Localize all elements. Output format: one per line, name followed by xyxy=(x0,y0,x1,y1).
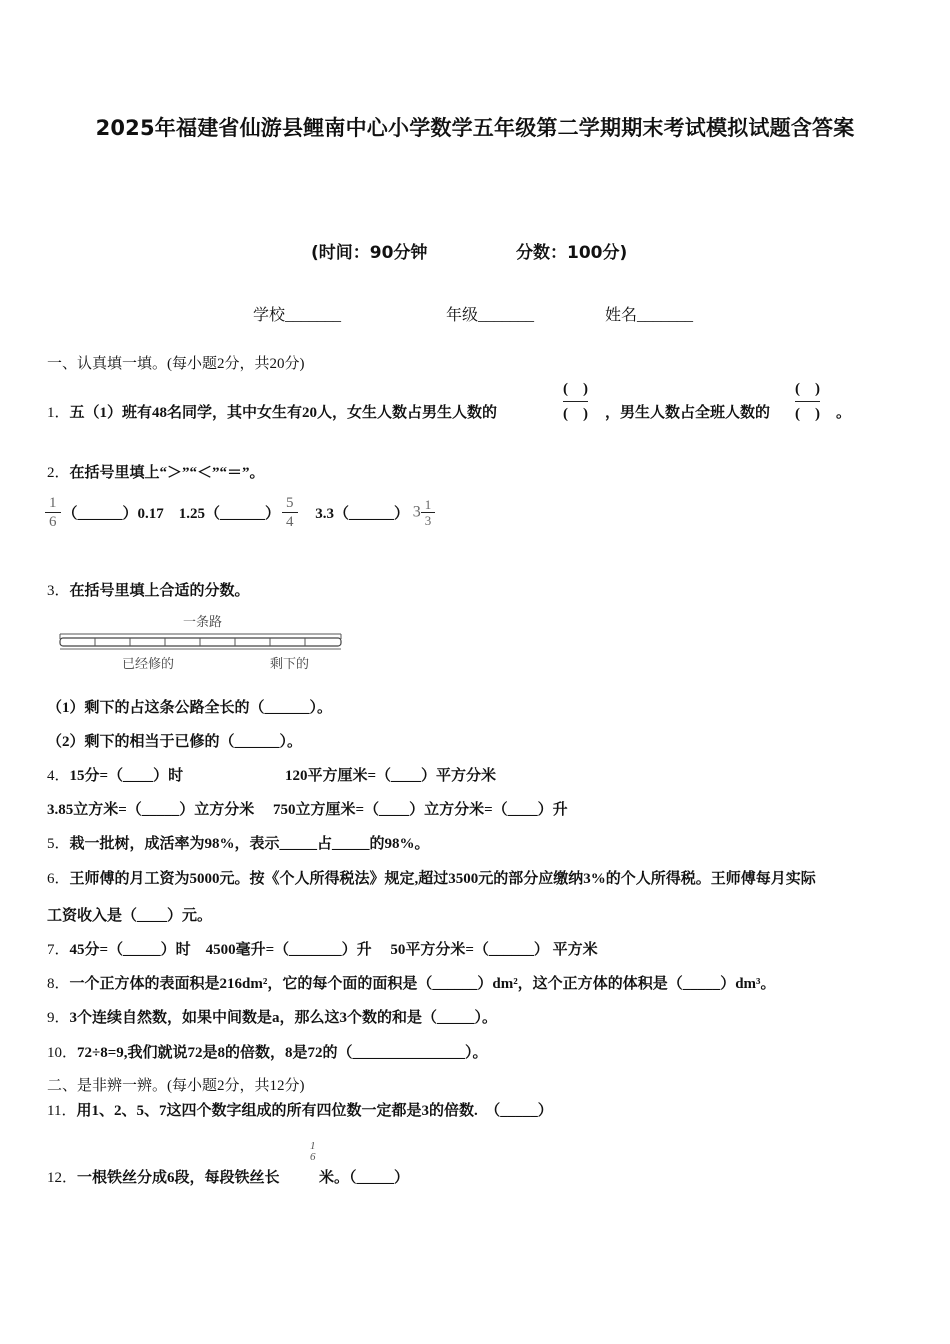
question-2 xyxy=(47,461,265,482)
fraction-denominator: ( ) xyxy=(563,401,588,423)
question-2-comparisons xyxy=(43,494,435,531)
section-1-heading: 一、认真填一填。(每小题2分，共20分) xyxy=(47,356,305,372)
question-number: 10． xyxy=(47,1045,78,1061)
section-2-heading: 二、是非辨一辨。(每小题2分，共12分) xyxy=(47,1078,305,1094)
question-1-cont: ，男生人数占全班人数的 xyxy=(605,405,771,421)
question-number: 7． xyxy=(47,942,70,958)
question-number: 9． xyxy=(47,1010,70,1026)
question-7 xyxy=(47,938,598,959)
school-field: 学校_______ xyxy=(253,307,342,324)
question-8 xyxy=(47,972,776,993)
mixed-number: 3 $\frac{1}{3}$ xyxy=(413,497,436,528)
answer-fraction-blank xyxy=(563,381,588,423)
question-text: 在括号里填上“＞”“＜”“＝”。 xyxy=(69,465,265,481)
question-4-part-2: 120平方厘米=（____）平方分米 xyxy=(285,768,497,784)
road-label: 一条路 xyxy=(183,615,223,630)
question-12 xyxy=(47,1166,280,1187)
question-3-part-2: （2）剩下的相当于已修的（______）。 xyxy=(47,734,303,750)
comparison-text: （______）0.17 1.25（______） xyxy=(62,506,281,522)
comparison-text: 3.3（______） xyxy=(315,506,410,522)
question-text: 45分=（_____）时 4500毫升=（_______）升 50平方分米=（______） 平方米 xyxy=(69,942,598,958)
name-field: 姓名_______ xyxy=(605,307,694,324)
question-text: 一个正方体的表面积是216dm²，它的每个面的面积是（______）dm²，这个正方体的体积是（_____）dm³。 xyxy=(69,976,776,992)
question-3-part-1: （1）剩下的占这条公路全长的（______）。 xyxy=(47,700,333,716)
question-11 xyxy=(47,1099,553,1120)
road-ticks xyxy=(95,638,305,646)
question-1 xyxy=(47,401,497,422)
question-number: 2． xyxy=(47,465,70,481)
remaining-label: 剩下的 xyxy=(270,657,310,672)
exam-time: (时间：90分钟 xyxy=(311,243,428,263)
question-text: 王师傅的月工资为5000元。按《个人所得税法》规定,超过3500元的部分应缴纳3%的个人所得税。王师傅每月实际 xyxy=(69,871,816,887)
question-1-end: 。 xyxy=(836,405,852,421)
fraction-denominator: ( ) xyxy=(795,401,820,423)
question-text: 用1、2、5、7这四个数字组成的所有四位数一定都是3的倍数. （_____） xyxy=(76,1103,553,1119)
fraction-one-sixth-small: 1 6 xyxy=(310,1140,316,1163)
question-text: 72÷8=9,我们就说72是8的倍数，8是72的（_______________）。 xyxy=(77,1045,488,1061)
answer-fraction-blank xyxy=(795,381,820,423)
question-text: 栽一批树，成活率为98%，表示_____占_____的98%。 xyxy=(69,836,430,852)
question-number: 5． xyxy=(47,836,70,852)
question-number: 3． xyxy=(47,583,70,599)
fraction-numerator: ( ) xyxy=(795,381,820,397)
question-9 xyxy=(47,1006,497,1027)
question-12-cont: 米。（_____） xyxy=(319,1170,410,1186)
fraction-numerator: ( ) xyxy=(563,381,588,397)
question-text: 15分=（____）时 xyxy=(69,768,184,784)
road-diagram xyxy=(55,608,347,681)
question-4 xyxy=(47,764,183,785)
page-title: 2025年福建省仙游县鲤南中心小学数学五年级第二学期期末考试模拟试题含答案 xyxy=(95,116,855,140)
question-number: 12． xyxy=(47,1170,78,1186)
question-6-cont: 工资收入是（____）元。 xyxy=(47,908,213,924)
question-text: 一根铁丝分成6段，每段铁丝长 xyxy=(77,1170,280,1186)
grade-field: 年级_______ xyxy=(446,307,535,324)
exam-score: 分数：100分) xyxy=(516,243,628,263)
question-text: 3个连续自然数，如果中间数是a，那么这3个数的和是（_____）。 xyxy=(69,1010,498,1026)
question-text: 五（1）班有48名同学，其中女生有20人，女生人数占男生人数的 xyxy=(69,405,498,421)
question-number: 8． xyxy=(47,976,70,992)
question-4-line-2: 3.85立方米=（_____）立方分米 750立方厘米=（____）立方分米=（____）升 xyxy=(47,802,568,818)
question-number: 1． xyxy=(47,405,70,421)
question-6 xyxy=(47,867,816,888)
question-5 xyxy=(47,832,430,853)
fraction-one-sixth: $\frac{1}{6}$ xyxy=(45,494,61,531)
question-number: 6． xyxy=(47,871,70,887)
built-label: 已经修的 xyxy=(122,657,175,672)
question-text: 在括号里填上合适的分数。 xyxy=(69,583,250,599)
question-10 xyxy=(47,1041,488,1062)
question-3 xyxy=(47,579,250,600)
fraction-five-fourths: $\frac{5}{4}$ xyxy=(282,494,298,531)
question-number: 11． xyxy=(47,1103,77,1119)
question-number: 4． xyxy=(47,768,70,784)
